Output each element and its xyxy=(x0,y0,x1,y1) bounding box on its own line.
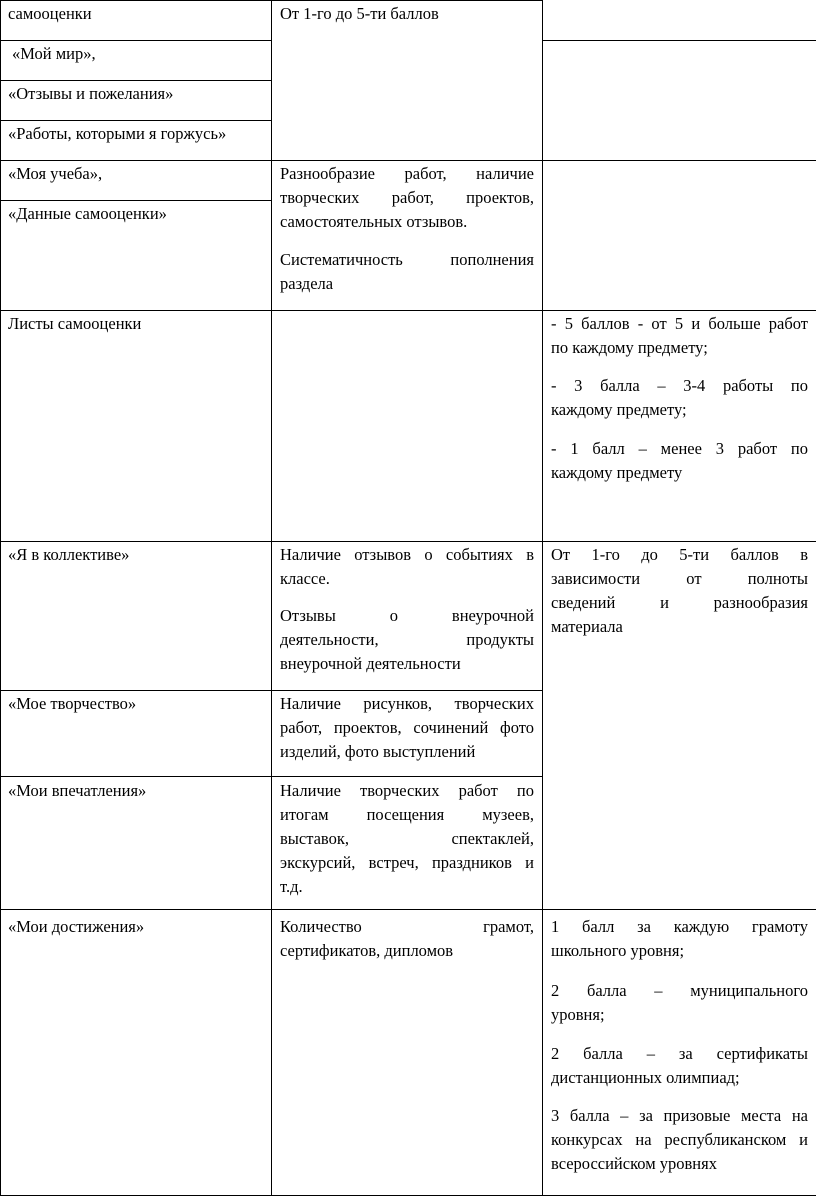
r6-col2-line5: т.д. xyxy=(280,877,303,896)
r5-col2-line3: изделий, фото выступлений xyxy=(280,742,476,761)
r4-col2-para1-line2: классе. xyxy=(280,569,330,588)
r7-col2-para xyxy=(280,915,534,963)
r7-col3-para1-line1: 1 балл за каждую грамоту xyxy=(551,917,808,936)
r7-col3-para4 xyxy=(551,1104,808,1176)
r2-col2-para2 xyxy=(280,248,534,296)
r7-col1-text: «Мои достижения» xyxy=(8,917,145,936)
r6-col2-line2: итогам посещения музеев, xyxy=(280,805,534,824)
r5-col2-para xyxy=(280,692,534,764)
r4-col1-text: «Я в коллективе» xyxy=(8,545,130,564)
r3-col3-para2-line1: - 3 балла – 3-4 работы по xyxy=(551,376,808,395)
r4-col3-para xyxy=(551,543,808,639)
r1-col1-line4: «Работы, которыми я горжусь» xyxy=(8,124,227,143)
cell-r1-col3 xyxy=(542,40,816,161)
r7-col3-para3-line2: дистанционных олимпиад; xyxy=(551,1068,740,1087)
r6-col2-para xyxy=(280,779,534,899)
r7-col3-para2 xyxy=(551,979,808,1027)
r4-col2-para2-line3: внеурочной деятельности xyxy=(280,654,461,673)
r3-col1-text: Листы самооценки xyxy=(8,314,142,333)
r5-col1-text: «Мое творчество» xyxy=(8,694,137,713)
r3-col3-para1-line2: по каждому предмету; xyxy=(551,338,708,357)
r1-col1-line3: «Отзывы и пожелания» xyxy=(8,84,174,103)
cell-r3-col2 xyxy=(271,310,543,542)
r4-col3-line2: зависимости от полноты xyxy=(551,569,808,588)
r5-col2-line2: работ, проектов, сочинений фото xyxy=(280,718,534,737)
r1-col2-text: От 1-го до 5-ти баллов xyxy=(280,4,439,23)
r7-col3-para2-line1: 2 балла – муниципального xyxy=(551,981,808,1000)
r4-col2-para2-line2: деятельности, продукты xyxy=(280,630,534,649)
r4-col3-line1: От 1-го до 5-ти баллов в xyxy=(551,545,808,564)
r3-col3-para1 xyxy=(551,312,808,360)
r3-col3-para3 xyxy=(551,437,808,485)
r1-col1-line1: самооценки xyxy=(8,4,92,23)
r7-col3-para1-line2: школьного уровня; xyxy=(551,941,685,960)
r4-col2-para1 xyxy=(280,543,534,591)
r2-col1-line1: «Моя учеба», xyxy=(8,164,103,183)
r7-col3-para2-line2: уровня; xyxy=(551,1005,605,1024)
r4-col2-para2 xyxy=(280,604,534,676)
r2-col2-para1-line1: Разнообразие работ, наличие xyxy=(280,164,534,183)
r6-col2-line3: выставок, спектаклей, xyxy=(280,829,534,848)
r2-col2-para2-line2: раздела xyxy=(280,274,334,293)
cell-r3-col1 xyxy=(0,310,272,542)
r2-col2-para1-line2: творческих работ, проектов, xyxy=(280,188,534,207)
r2-col2-para2-line1: Систематичность пополнения xyxy=(280,250,534,269)
r7-col3-para4-line2: конкурсах на республиканском и xyxy=(551,1130,808,1149)
r4-col2-para2-line1: Отзывы о внеурочной xyxy=(280,606,534,625)
r2-col1-line2: «Данные самооценки» xyxy=(8,204,167,223)
r7-col2-line2: сертификатов, дипломов xyxy=(280,941,454,960)
cell-r7-col1 xyxy=(0,909,272,1196)
r7-col3-para3-line1: 2 балла – за сертификаты xyxy=(551,1044,808,1063)
r7-col3-para1 xyxy=(551,915,808,963)
r7-col3-para4-line1: 3 балла – за призовые места на xyxy=(551,1106,808,1125)
r6-col1-text: «Мои впечатления» xyxy=(8,781,147,800)
r6-col2-line1: Наличие творческих работ по xyxy=(280,781,534,800)
r7-col2-line1: Количество грамот, xyxy=(280,917,534,936)
r4-col2-para1-line1: Наличие отзывов о событиях в xyxy=(280,545,534,564)
r4-col3-line3: сведений и разнообразия xyxy=(551,593,808,612)
r4-col3-line4: материала xyxy=(551,617,623,636)
r7-col3-para3 xyxy=(551,1042,808,1090)
r1-col1-line2: «Мой мир», xyxy=(12,44,96,63)
r3-col3-para2 xyxy=(551,374,808,422)
cell-r2-col3 xyxy=(542,160,816,311)
r3-col3-para3-line2: каждому предмету xyxy=(551,463,683,482)
r7-col3-para4-line3: всероссийском уровнях xyxy=(551,1154,717,1173)
r2-col2-para1 xyxy=(280,162,534,234)
r6-col2-line4: экскурсий, встреч, праздников и xyxy=(280,853,534,872)
r3-col3-para3-line1: - 1 балл – менее 3 работ по xyxy=(551,439,808,458)
r3-col3-para2-line2: каждому предмету; xyxy=(551,400,687,419)
r5-col2-line1: Наличие рисунков, творческих xyxy=(280,694,534,713)
r3-col3-para1-line1: - 5 баллов - от 5 и больше работ xyxy=(551,314,808,333)
r2-col2-para1-line3: самостоятельных отзывов. xyxy=(280,212,468,231)
